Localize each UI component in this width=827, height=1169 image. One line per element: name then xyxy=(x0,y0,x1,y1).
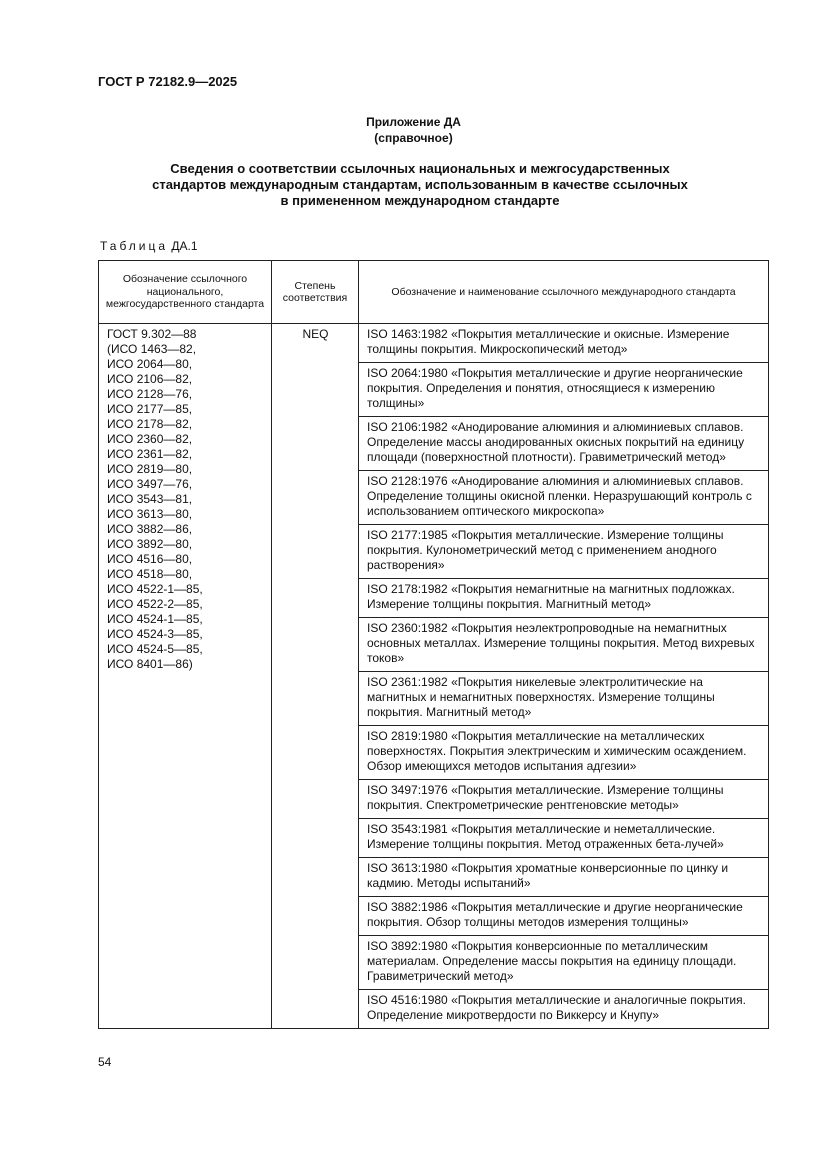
reference-standard: ISO 3892:1980 «Покрытия конверсионные по металлическим материалам. Определение массы покрытия на единицу площади. Гравиметрический метод» xyxy=(359,936,769,990)
reference-standard: ISO 3882:1986 «Покрытия металлические и другие неорганические покрытия. Обзор толщины методов измерения толщины» xyxy=(359,897,769,936)
page-number: 54 xyxy=(98,1055,112,1069)
reference-standard: ISO 4516:1980 «Покрытия металлические и аналогичные покрытия. Определение микротвердости по Виккерсу и Кнупу» xyxy=(359,990,769,1029)
reference-standard: ISO 2361:1982 «Покрытия никелевые электролитические на магнитных и немагнитных поверхностях. Измерение толщины покрытия. Магнитный метод» xyxy=(359,672,769,726)
reference-standard: ISO 2178:1982 «Покрытия немагнитные на магнитных подложках. Измерение толщины покрытия. Магнитный метод» xyxy=(359,579,769,618)
title-line-1: Сведения о соответствии ссылочных национальных и межгосударственных xyxy=(170,161,670,176)
reference-standard: ISO 2819:1980 «Покрытия металлические на металлических поверхностях. Покрытия электрическим и химическим осаждением. Обзор имеющихся методов испытания адгезии» xyxy=(359,726,769,780)
reference-standard: ISO 3497:1976 «Покрытия металлические. Измерение толщины покрытия. Спектрометрические рентгеновские методы» xyxy=(359,780,769,819)
header-degree: Степень соответствия xyxy=(272,261,359,324)
title-line-3: в примененном международном стандарте xyxy=(280,193,560,208)
appendix-heading xyxy=(0,114,827,146)
appendix-label: Приложение ДА xyxy=(366,115,461,129)
conformity-degree: NEQ xyxy=(272,324,359,1029)
reference-standard: ISO 3613:1980 «Покрытия хроматные конверсионные по цинку и кадмию. Методы испытаний» xyxy=(359,858,769,897)
reference-standard: ISO 3543:1981 «Покрытия металлические и неметаллические. Измерение толщины покрытия. Метод отраженных бета-лучей» xyxy=(359,819,769,858)
table-caption-number: ДА.1 xyxy=(171,239,198,253)
table-caption xyxy=(100,239,198,253)
document-code: ГОСТ Р 72182.9—2025 xyxy=(98,74,238,89)
reference-standard: ISO 2064:1980 «Покрытия металлические и другие неорганические покрытия. Определения и понятия, относящиеся к измерению толщины» xyxy=(359,363,769,417)
national-standard-designation: ГОСТ 9.302—88 (ИСО 1463—82, ИСО 2064—80, ИСО 2106—82, ИСО 2128—76, ИСО 2177—85, ИСО 2178—82, ИСО 2360—82, ИСО 2361—82, ИСО 2819—80, ИСО 3497—76, ИСО 3543—81, ИСО 3613—80, ИСО 3882—86, ИСО 3892—80, ИСО 4516—80, ИСО 4518—80, ИСО 4522-1—85, ИСО 4522-2—85, ИСО 4524-1—85, ИСО 4524-3—85, ИСО 4524-5—85, ИСО 8401—86) xyxy=(99,324,272,1029)
title-line-2: стандартов международным стандартам, использованным в качестве ссылочных xyxy=(152,177,688,192)
table-caption-word: Таблица xyxy=(100,239,169,253)
appendix-status: (справочное) xyxy=(374,131,453,145)
table-header-row xyxy=(99,261,769,324)
reference-standard: ISO 2106:1982 «Анодирование алюминия и алюминиевых сплавов. Определение массы анодированных окисных покрытий на единицу площади (поверхностной плотности). Гравиметрический метод» xyxy=(359,417,769,471)
reference-standard: ISO 2360:1982 «Покрытия неэлектропроводные на немагнитных основных металлах. Измерение толщины покрытия. Метод вихревых токов» xyxy=(359,618,769,672)
header-designation: Обозначение ссылочного национального, межгосударственного стандарта xyxy=(99,261,272,324)
reference-standard: ISO 1463:1982 «Покрытия металлические и окисные. Измерение толщины покрытия. Микроскопический метод» xyxy=(359,324,769,363)
header-reference: Обозначение и наименование ссылочного международного стандарта xyxy=(359,261,769,324)
reference-standard: ISO 2128:1976 «Анодирование алюминия и алюминиевых сплавов. Определение толщины окисной пленки. Неразрушающий контроль с использованием оптического микроскопа» xyxy=(359,471,769,525)
table-row xyxy=(99,324,769,363)
reference-standard: ISO 2177:1985 «Покрытия металлические. Измерение толщины покрытия. Кулонометрический метод с применением анодного растворения» xyxy=(359,525,769,579)
page-title xyxy=(110,161,730,209)
correspondence-table xyxy=(98,260,769,1029)
